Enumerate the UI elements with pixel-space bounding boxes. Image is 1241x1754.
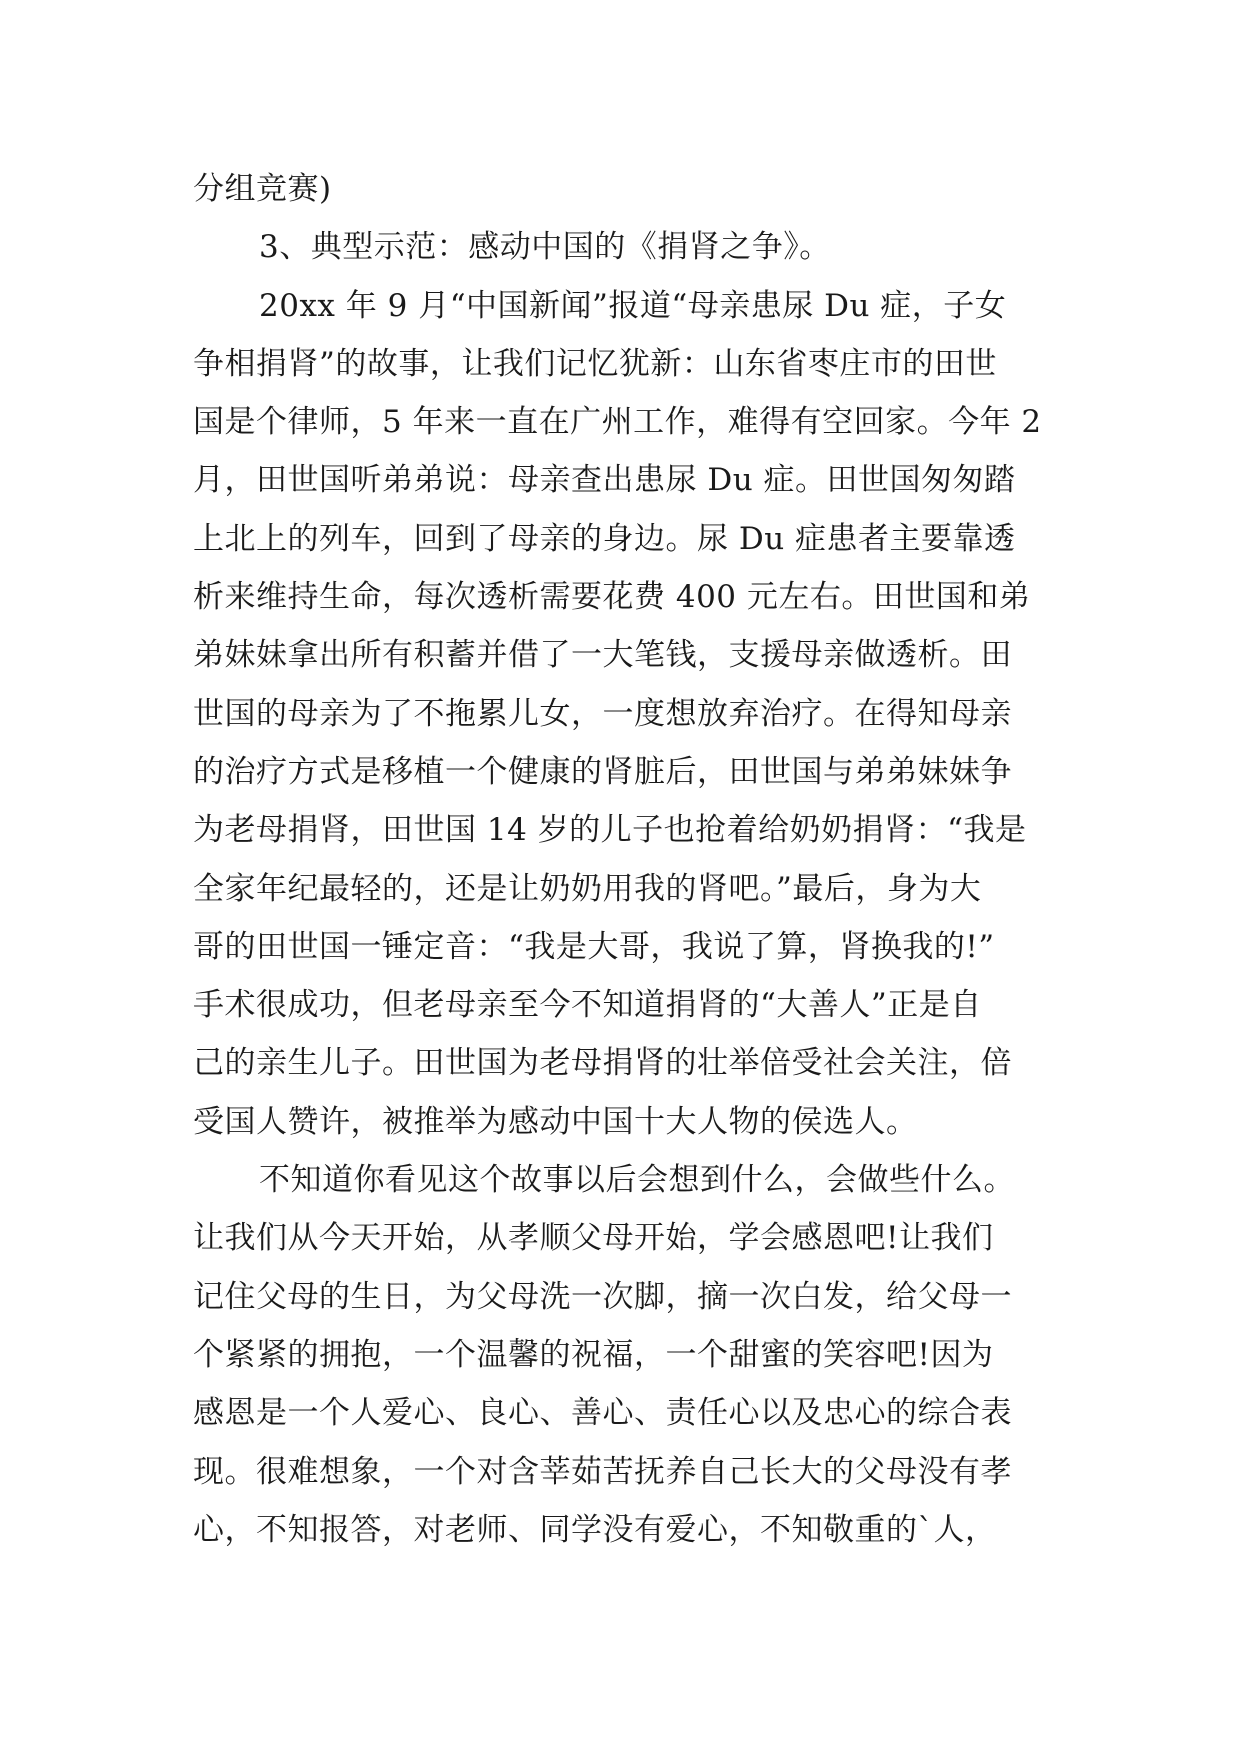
text-line: 世国的母亲为了不拖累儿女，一度想放弃治疗。在得知母亲	[193, 695, 1012, 732]
text-line: 让我们从今天开始，从孝顺父母开始，学会感恩吧!让我们	[193, 1220, 994, 1257]
text-line: 哥的田世国一锤定音：“我是大哥，我说了算，肾换我的!”	[193, 928, 995, 965]
text-line: 感恩是一个人爱心、良心、善心、责任心以及忠心的综合表	[193, 1395, 1012, 1432]
text-line: 受国人赞许，被推举为感动中国十大人物的侯选人。	[193, 1103, 918, 1140]
text-line: 弟妹妹拿出所有积蓄并借了一大笔钱，支援母亲做透析。田	[193, 637, 1012, 674]
text-line: 不知道你看见这个故事以后会想到什么，会做些什么。	[259, 1162, 1015, 1199]
text-line: 全家年纪最轻的，还是让奶奶用我的肾吧。”最后，身为大	[193, 870, 982, 907]
text-line: 争相捐肾”的故事，让我们记忆犹新：山东省枣庄市的田世	[193, 345, 997, 382]
text-line: 个紧紧的拥抱，一个温馨的祝福，一个甜蜜的笑容吧!因为	[193, 1336, 994, 1373]
text-line: 的治疗方式是移植一个健康的肾脏后，田世国与弟弟妹妹争	[193, 753, 1012, 790]
text-line: 3、典型示范：感动中国的《捐肾之争》。	[259, 229, 831, 266]
text-line: 心，不知报答，对老师、同学没有爱心，不知敬重的`人，	[193, 1511, 997, 1548]
text-line: 记住父母的生日，为父母洗一次脚，摘一次白发，给父母一	[193, 1278, 1012, 1315]
text-line: 分组竞赛)	[193, 171, 332, 207]
text-line: 为老母捐肾，田世国 14 岁的儿子也抢着给奶奶捐肾：“我是	[193, 812, 1027, 849]
text-line: 月，田世国听弟弟说：母亲查出患尿 Du 症。田世国匆匆踏	[193, 462, 1016, 499]
document-body	[193, 160, 1053, 1559]
text-line: 手术很成功，但老母亲至今不知道捐肾的“大善人”正是自	[193, 987, 982, 1024]
text-line: 国是个律师，5 年来一直在广州工作，难得有空回家。今年 2	[193, 404, 1042, 441]
text-line: 现。很难想象，一个对含莘茹苦抚养自己长大的父母没有孝	[193, 1453, 1012, 1490]
text-line: 析来维持生命，每次透析需要花费 400 元左右。田世国和弟	[193, 579, 1031, 616]
text-line: 己的亲生儿子。田世国为老母捐肾的壮举倍受社会关注，倍	[193, 1045, 1012, 1082]
text-line: 20xx 年 9 月“中国新闻”报道“母亲患尿 Du 症，子女	[259, 287, 1007, 324]
text-line: 上北上的列车，回到了母亲的身边。尿 Du 症患者主要靠透	[193, 520, 1016, 557]
